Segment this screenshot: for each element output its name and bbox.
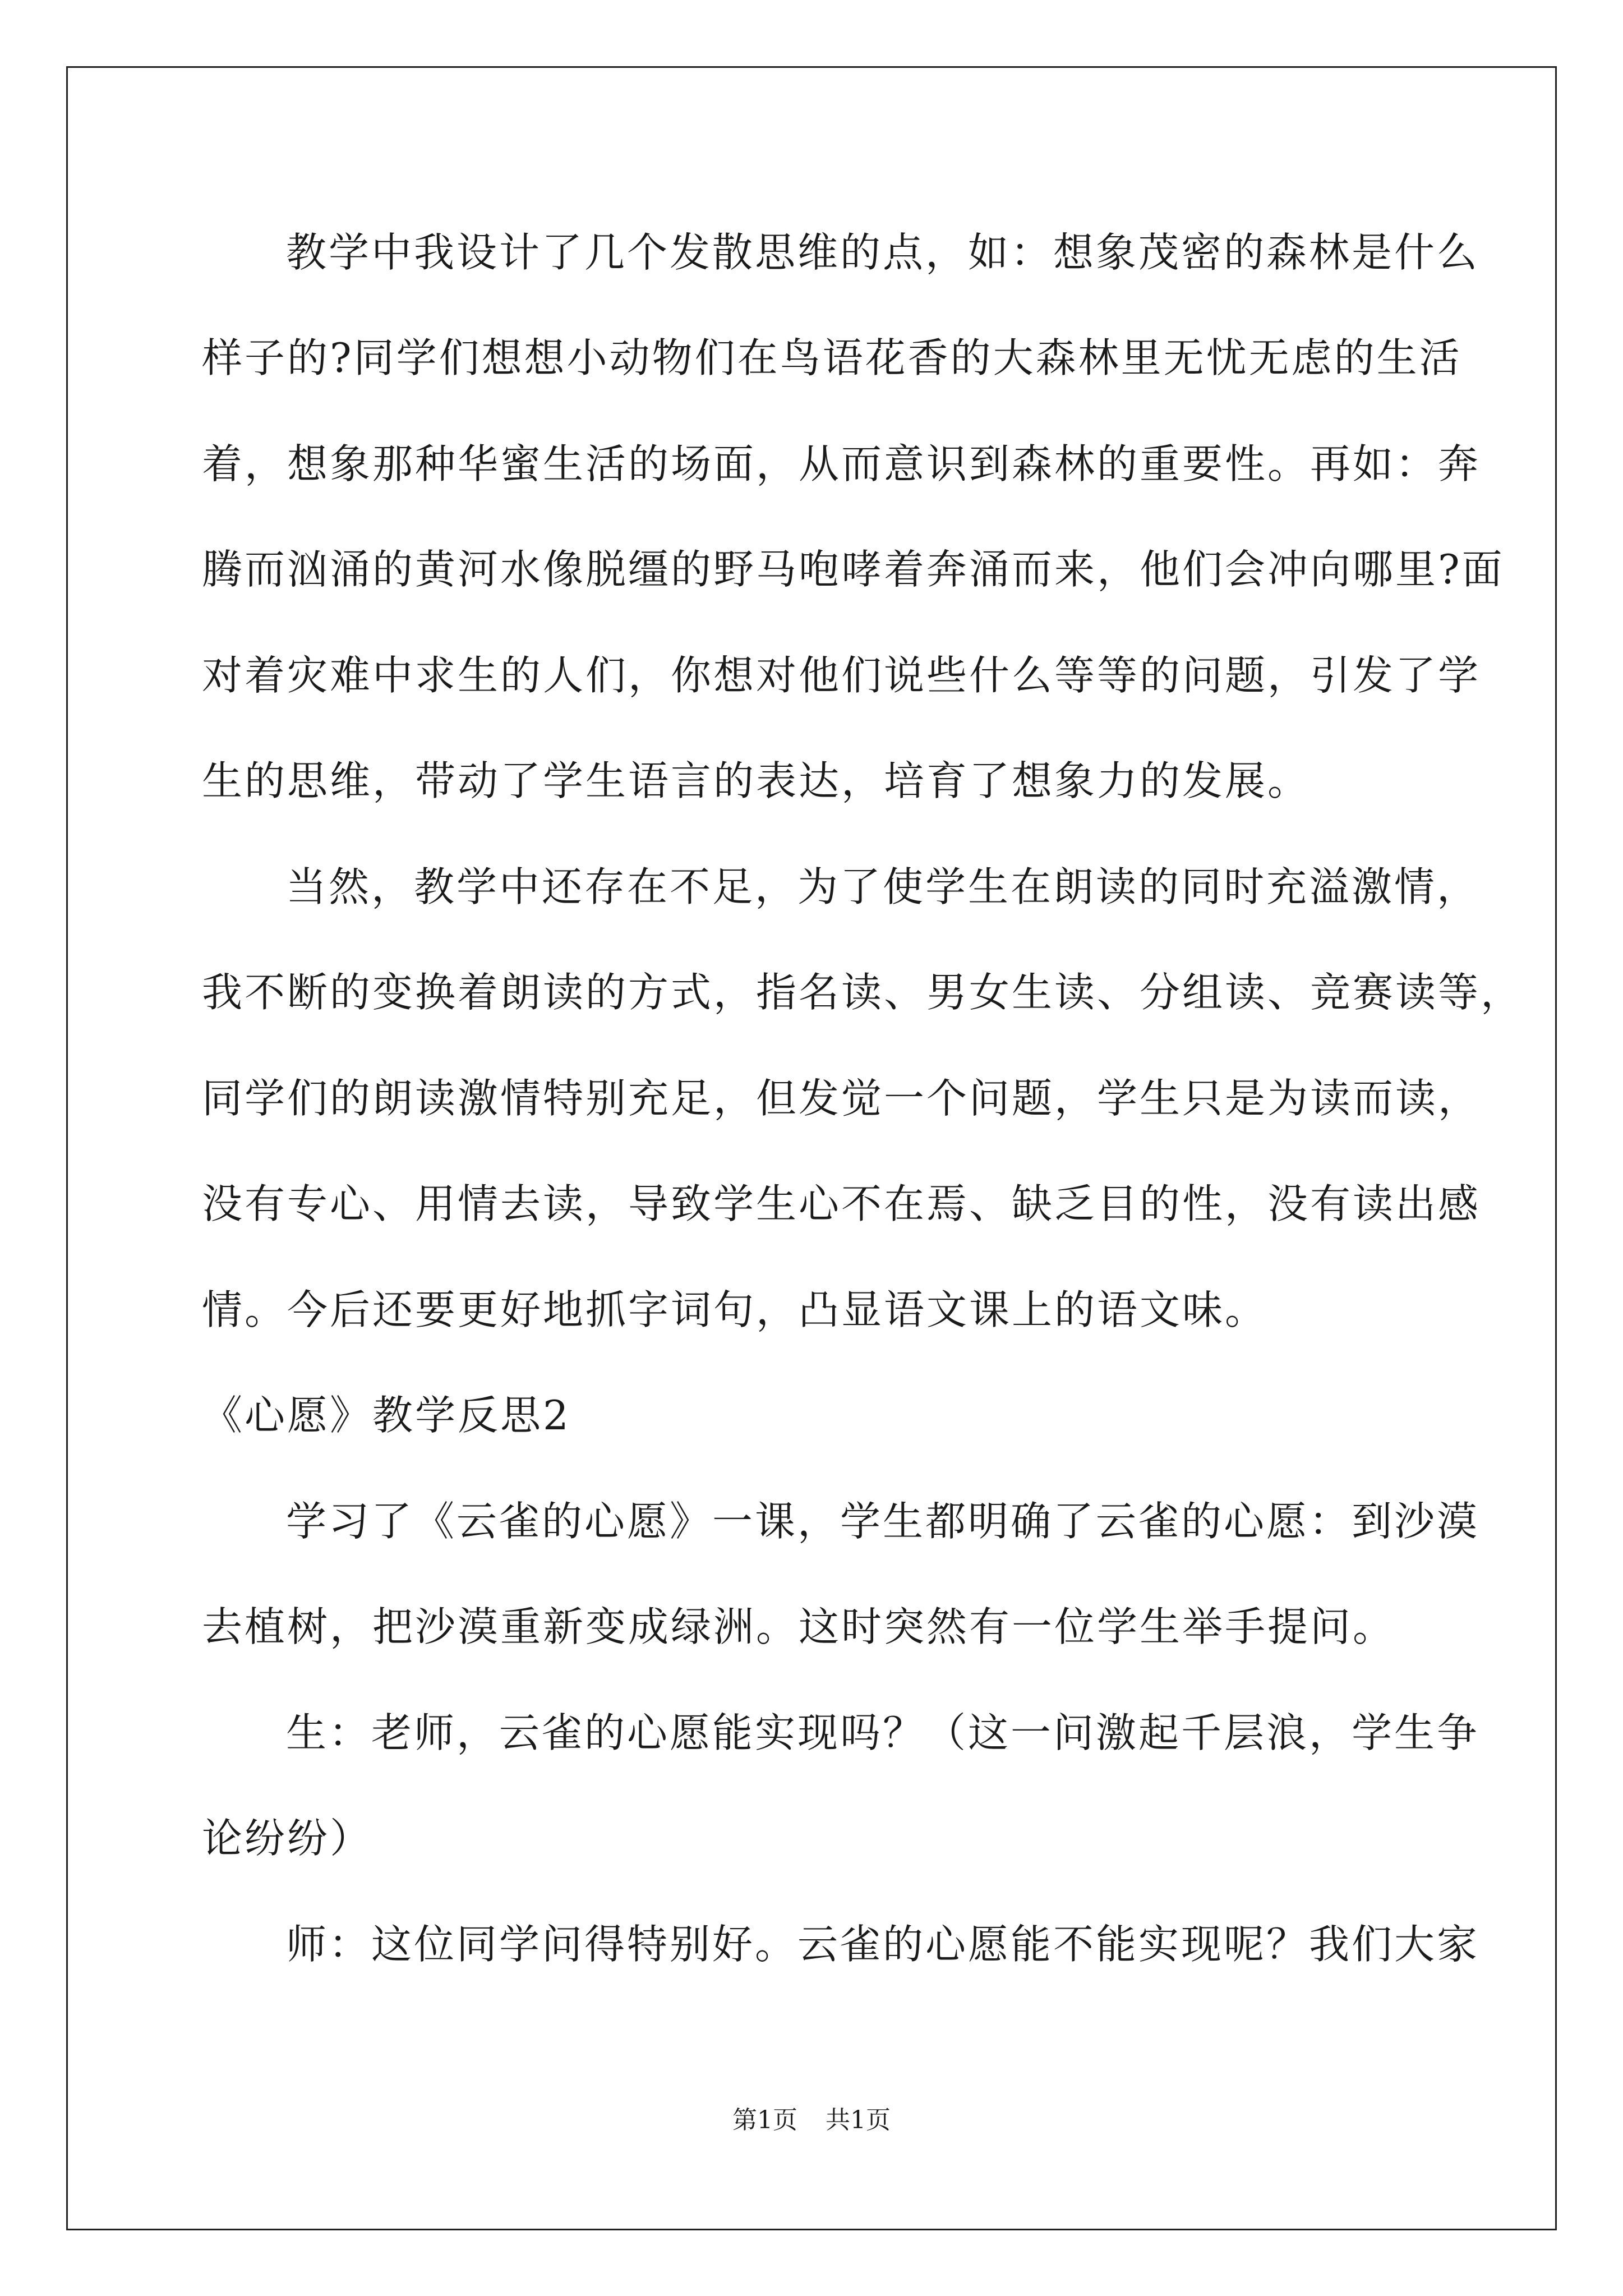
page-footer [0,2106,1623,2134]
paragraph-5-line-1: 师：这位同学问得特别好。云雀的心愿能不能实现呢？我们大家 [286,1921,1480,1968]
paragraph-4-line-2: 论纷纷） [202,1815,373,1862]
paragraph-1-line-2: 样子的?同学们想想小动物们在鸟语花香的大森林里无忧无虑的生活 [202,334,1462,381]
section-heading: 《心愿》教学反思2 [202,1392,571,1439]
paragraph-3-line-2: 去植树，把沙漠重新变成绿洲。这时突然有一位学生举手提问。 [202,1603,1396,1650]
paragraph-4-line-1: 生：老师，云雀的心愿能实现吗？（这一问激起千层浪，学生争 [286,1709,1480,1756]
paragraph-2-line-2: 我不断的变换着朗读的方式，指名读、男女生读、分组读、竞赛读等， [202,969,1524,1016]
paragraph-1-line-6: 生的思维，带动了学生语言的表达，培育了想象力的发展。 [202,757,1311,804]
paragraph-2-line-4: 没有专心、用情去读，导致学生心不在焉、缺乏目的性，没有读出感 [202,1180,1481,1227]
paragraph-1-line-3: 着，想象那种华蜜生活的场面，从而意识到森林的重要性。再如：奔 [202,440,1481,487]
paragraph-2-line-3: 同学们的朗读激情特别充足，但发觉一个问题，学生只是为读而读， [202,1075,1481,1122]
paragraph-1-line-5: 对着灾难中求生的人们，你想对他们说些什么等等的问题，引发了学 [202,652,1481,699]
paragraph-1-line-1: 教学中我设计了几个发散思维的点，如：想象茂密的森林是什么 [286,229,1480,276]
page-border [66,66,1557,2230]
page-number: 第1页 [732,2106,797,2134]
page-total: 共1页 [826,2106,891,2134]
paragraph-2-line-5: 情。今后还要更好地抓字词句，凸显语文课上的语文味。 [202,1286,1268,1333]
paragraph-1-line-4: 腾而汹涌的黄河水像脱缰的野马咆哮着奔涌而来，他们会冲向哪里?面 [202,546,1505,593]
paragraph-2-line-1: 当然，教学中还存在不足，为了使学生在朗读的同时充溢激情， [286,863,1480,910]
paragraph-3-line-1: 学习了《云雀的心愿》一课，学生都明确了云雀的心愿：到沙漠 [286,1498,1480,1545]
